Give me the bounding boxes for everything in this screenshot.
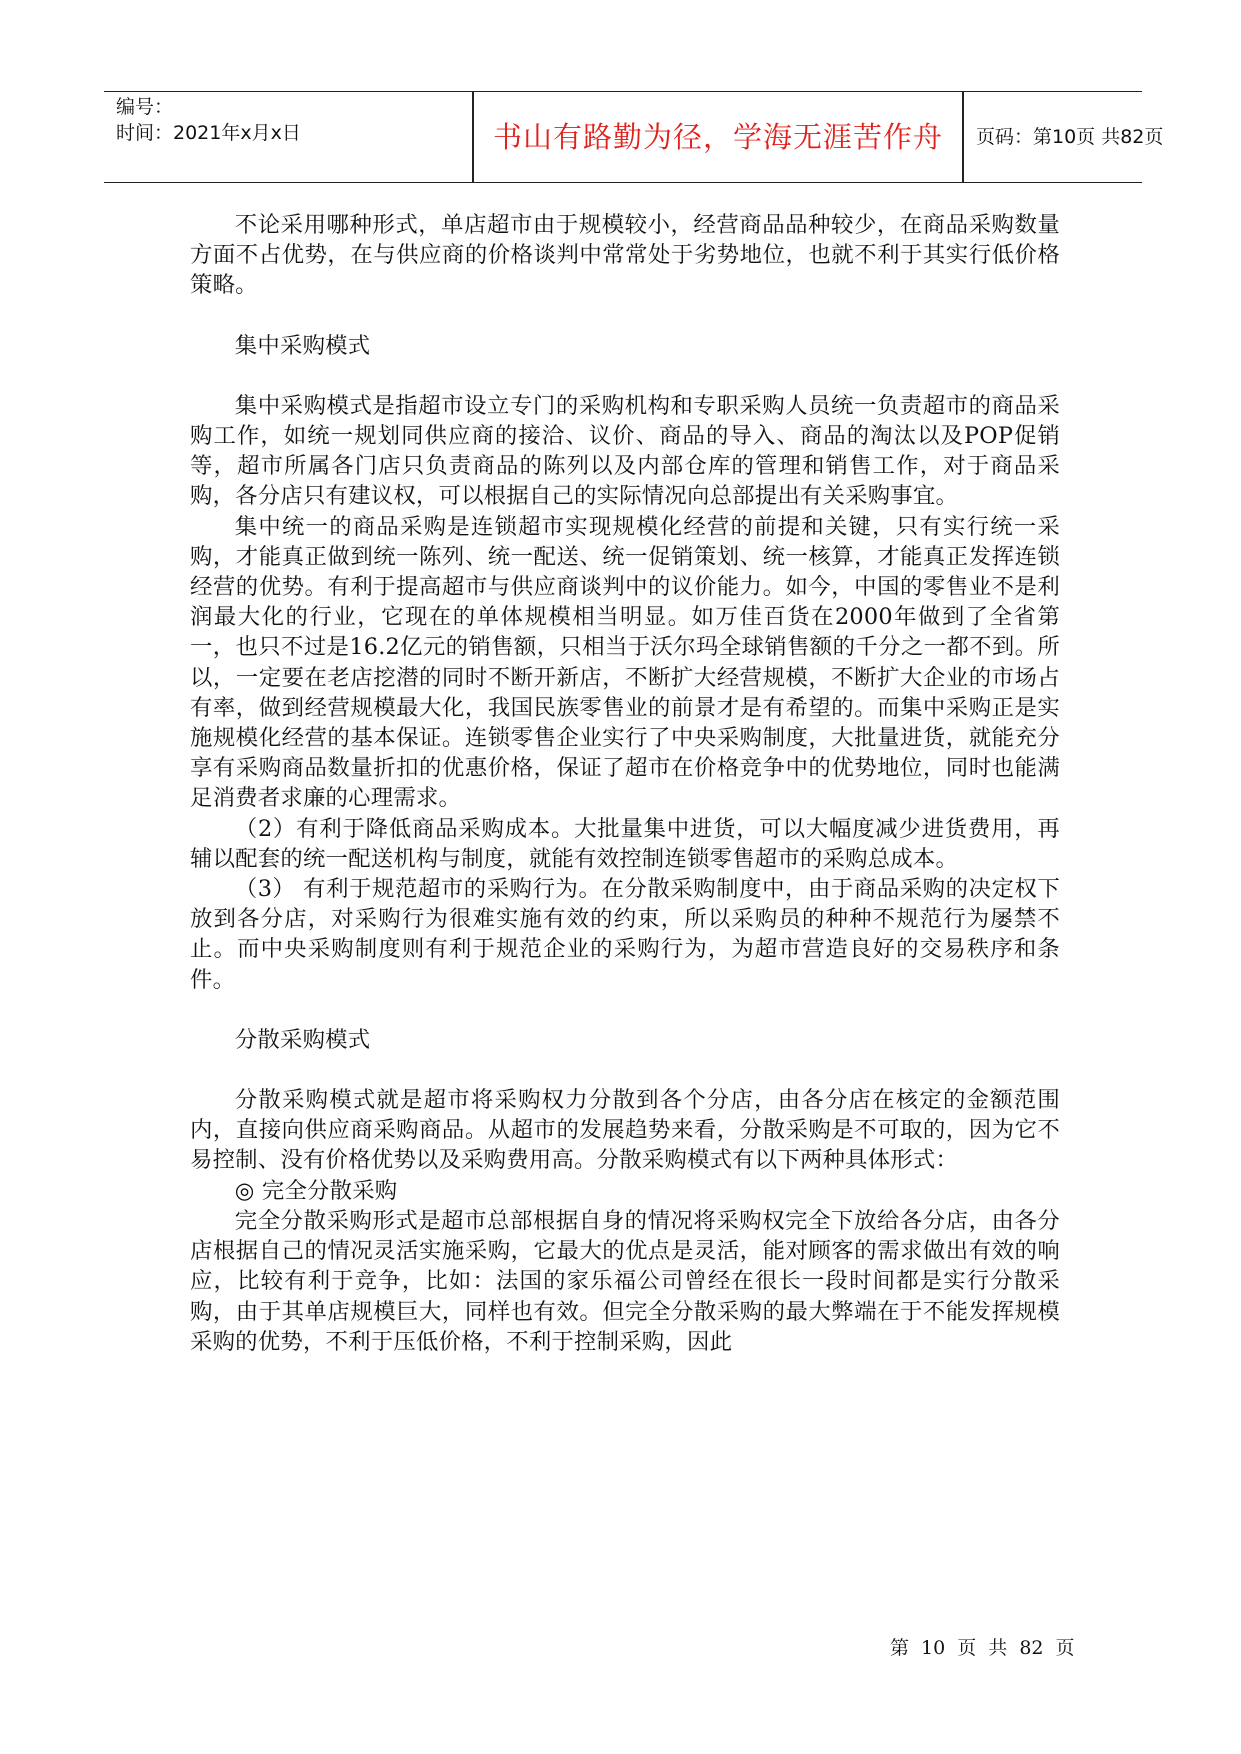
document-number-label: 编号： [116, 96, 174, 118]
paragraph: 完全分散采购形式是超市总部根据自身的情况将采购权完全下放给各分店，由各分店根据自己的情况灵活实施采购，它最大的优点是灵活，能对顾客的需求做出有效的响应，比较有利于竞争，比如：法国的家乐福公司曾经在很长一段时间都是实行分散采购，由于其单店规模巨大，同样也有效。但完全分散采购的最大弊端在于不能发挥规模采购的优势，不利于压低价格，不利于控制采购，因此 [190, 1207, 1060, 1355]
paragraph: （3） 有利于规范超市的采购行为。在分散采购制度中，由于商品采购的决定权下放到各分店，对采购行为很难实施有效的约束，所以采购员的种种不规范行为屡禁不止。而中央采购制度则有利于规范企业的采购行为，为超市营造良好的交易秩序和条件。 [190, 876, 1060, 993]
paragraph: （2）有利于降低商品采购成本。大批量集中进货，可以大幅度减少进货费用，再辅以配套的统一配送机构与制度，就能有效控制连锁零售超市的采购总成本。 [190, 815, 1060, 872]
paragraph: 不论采用哪种形式，单店超市由于规模较小，经营商品品种较少，在商品采购数量方面不占优势，在与供应商的价格谈判中常常处于劣势地位，也就不利于其实行低价格策略。 [190, 212, 1060, 299]
page-footer: 第 10 页 共 82 页 [890, 1637, 1075, 1659]
header-page-info: 页码：第10页 共82页 [976, 126, 1164, 148]
paragraph: 分散采购模式就是超市将采购权力分散到各个分店，由各分店在核定的金额范围内，直接向供应商采购商品。从超市的发展趋势来看，分散采购是不可取的，因为它不易控制、没有价格优势以及采购费用高。分散采购模式有以下两种具体形式： [190, 1087, 1060, 1174]
page-header [104, 91, 1164, 183]
paragraph: 集中采购模式是指超市设立专门的采购机构和专职采购人员统一负责超市的商品采购工作，如统一规划同供应商的接洽、议价、商品的导入、商品的淘汰以及POP促销等，超市所属各门店只负责商品的陈列以及内部仓库的管理和销售工作，对于商品采购，各分店只有建议权，可以根据自己的实际情况向总部提出有关采购事宜。 [190, 392, 1060, 510]
section-heading-centralized: 集中采购模式 [234, 332, 371, 359]
header-divider [962, 92, 964, 182]
section-heading-decentralized: 分散采购模式 [234, 1026, 371, 1053]
document-body [190, 210, 1060, 1357]
document-time-label: 时间：2021年x月x日 [116, 122, 301, 144]
paragraph: 集中统一的商品采购是连锁超市实现规模化经营的前提和关键，只有实行统一采购，才能真正做到统一陈列、统一配送、统一促销策划、统一核算，才能真正发挥连锁经营的优势。有利于提高超市与供应商谈判中的议价能力。如今，中国的零售业不是利润最大化的行业，它现在的单体规模相当明显。如万佳百货在2000年做到了全省第一，也只不过是16.2亿元的销售额，只相当于沃尔玛全球销售额的千分之一都不到。所以，一定要在老店挖潜的同时不断开新店，不断扩大经营规模，不断扩大企业的市场占有率，做到经营规模最大化，我国民族零售业的前景才是有希望的。而集中采购正是实施规模化经营的基本保证。连锁零售企业实行了中央采购制度，大批量进货，就能充分享有采购商品数量折扣的优惠价格，保证了超市在价格竞争中的优势地位，同时也能满足消费者求廉的心理需求。 [190, 513, 1060, 812]
header-motto: 书山有路勤为径，学海无涯苦作舟 [492, 120, 943, 154]
list-item: ◎ 完全分散采购 [234, 1177, 398, 1204]
header-meta [116, 92, 472, 182]
